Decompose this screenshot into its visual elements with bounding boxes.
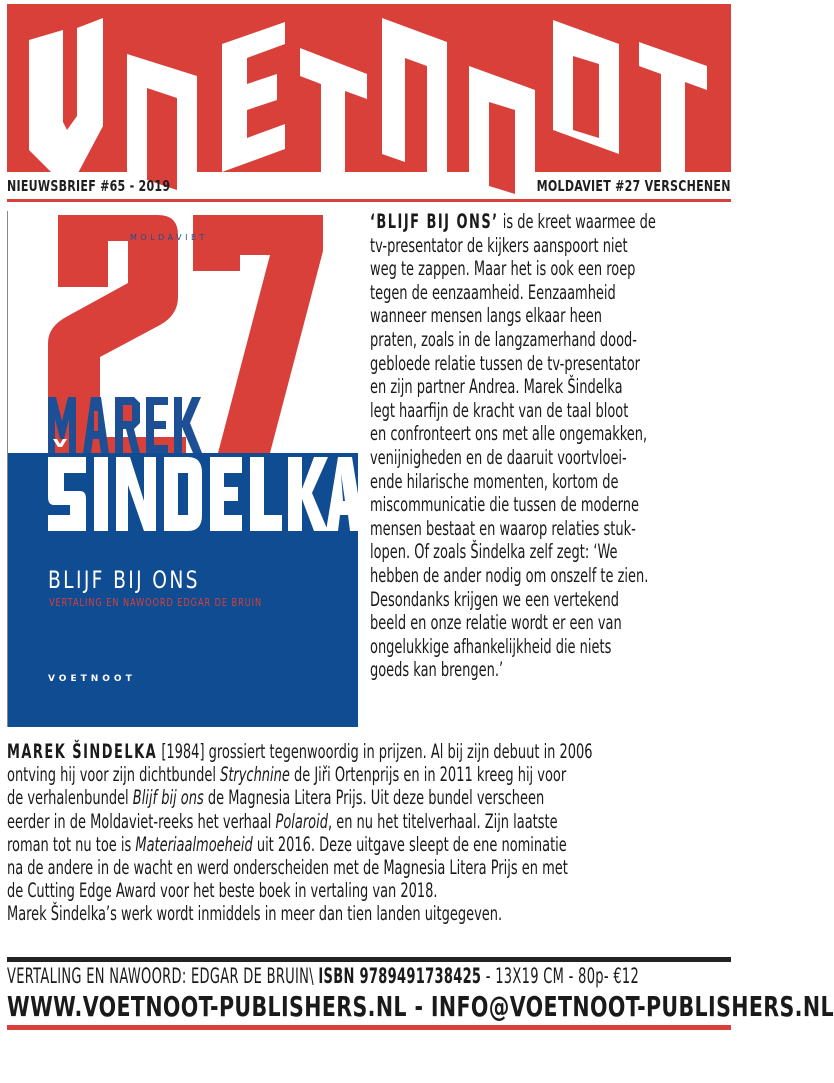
masthead-banner: [7, 4, 731, 172]
book-title-materiaalmoeheid: Materiaalmoeheid: [135, 832, 253, 856]
cover-title: BLIJF BIJ ONS: [48, 566, 200, 594]
translator-credit: VERTALING EN NAWOORD: EDGAR DE BRUIN\: [7, 964, 319, 988]
book-title-strychnine: Strychnine: [220, 763, 290, 787]
blurb-line: venijnigheden en de daaruit voortvloei-: [370, 445, 627, 469]
book-blurb: [370, 210, 738, 682]
bio-line: na de andere in de wacht en werd onderscheiden met de Magnesia Litera Prijs en met: [7, 856, 568, 880]
bio-line: Marek Šindelka’s werk wordt inmiddels in meer dan tien landen uitgegeven.: [7, 902, 503, 926]
blurb-line: mensen bestaat en waarop relaties stuk-: [370, 516, 636, 540]
blurb-line: en confronteert ons met alle ongemakken,: [370, 422, 648, 446]
cover-series-label: MOLDAVIET: [130, 233, 208, 242]
book-cover: [7, 211, 358, 727]
book-title-blijf-bij-ons: Blijf bij ons: [132, 786, 204, 810]
author-bio: [7, 740, 738, 926]
contact-line: [7, 991, 834, 1023]
divider-red-bottom: [7, 1025, 731, 1030]
contact-separator: -: [406, 990, 431, 1023]
bio-line: de Cutting Edge Award voor het beste boek in vertaling van 2018.: [7, 879, 438, 903]
isbn: ISBN 9789491738425: [318, 964, 482, 988]
book-title-polaroid: Polaroid: [275, 809, 328, 833]
blurb-line: hebben de ander nodig om onszelf te zien.: [370, 563, 649, 587]
bio-line: de verhalenbundel Blijf bij ons de Magnesia Litera Prijs. Uit deze bundel verscheen: [7, 786, 545, 810]
bio-line: ontving hij voor zijn dichtbundel Strychnine de Jiři Ortenprijs en in 2011 kreeg hij voor: [7, 763, 567, 787]
caption-row: [7, 176, 731, 196]
divider-red: [7, 199, 731, 202]
blurb-line: ‘BLIJF BIJ ONS’ is de kreet waarmee de: [370, 210, 656, 233]
bio-line: roman tot nu toe is Materiaalmoeheid uit 2016. Deze uitgave sleept de ene nominatie: [7, 832, 567, 856]
blurb-line: ende hilarische momenten, kortom de: [370, 469, 619, 493]
blurb-line: lopen. Of zoals Šindelka zelf zegt: ‘We: [370, 540, 618, 564]
blurb-line: praten, zoals in de langzamerhand dood-: [370, 327, 637, 351]
blurb-line: ongelukkige afhankelijkheid die niets: [370, 634, 612, 658]
divider-black: [7, 957, 731, 962]
author-name: MAREK ŠINDELKA: [7, 740, 158, 763]
blurb-line: tegen de eenzaamheid. Eenzaamheid: [370, 280, 616, 304]
blurb-line: Desondanks krijgen we een vertekend: [370, 587, 620, 611]
newsletter-issue-label: NIEUWSBRIEF #65 - 2019: [7, 177, 171, 195]
format-price: - 13X19 CM - 80p- €12: [481, 964, 640, 988]
blurb-line: miscommunicatie die tussen de moderne: [370, 493, 639, 517]
blurb-line: goeds kan brengen.’: [370, 658, 504, 682]
blurb-line: gebloede relatie tussen de tv-presentator: [370, 351, 640, 375]
voetnoot-logo-icon: [7, 4, 731, 172]
release-announcement-label: MOLDAVIET #27 VERSCHENEN: [536, 177, 731, 195]
bio-line: MAREK ŠINDELKA [1984] grossiert tegenwoordig in prijzen. Al bij zijn debuut in 2006: [7, 740, 593, 763]
blurb-line: en zijn partner Andrea. Marek Šindelka: [370, 375, 623, 399]
blurb-title-quote: ‘BLIJF BIJ ONS’: [370, 210, 499, 233]
blurb-line: legt haarfijn de kracht van de taal bloot: [370, 398, 629, 422]
website-link[interactable]: WWW.VOETNOOT-PUBLISHERS.NL: [7, 990, 407, 1023]
cover-translator-line: VERTALING EN NAWOORD EDGAR DE BRUIN: [49, 597, 263, 609]
blurb-line: tv-presentator de kijkers aanspoort niet: [370, 233, 628, 257]
blurb-line: wanneer mensen langs elkaar heen: [370, 304, 603, 328]
bio-line: eerder in de Moldaviet-reeks het verhaal Polaroid, en nu het titelverhaal. Zijn laatste: [7, 809, 558, 833]
blurb-line: weg te zappen. Maar het is ook een roep: [370, 257, 636, 281]
blurb-line: beeld en onze relatie wordt er een van: [370, 611, 622, 635]
colophon-line: [7, 964, 639, 988]
cover-artwork-icon: [8, 211, 358, 727]
email-link[interactable]: INFO@VOETNOOT-PUBLISHERS.NL: [430, 990, 834, 1023]
cover-publisher-logo: VOETNOOT: [48, 674, 136, 684]
